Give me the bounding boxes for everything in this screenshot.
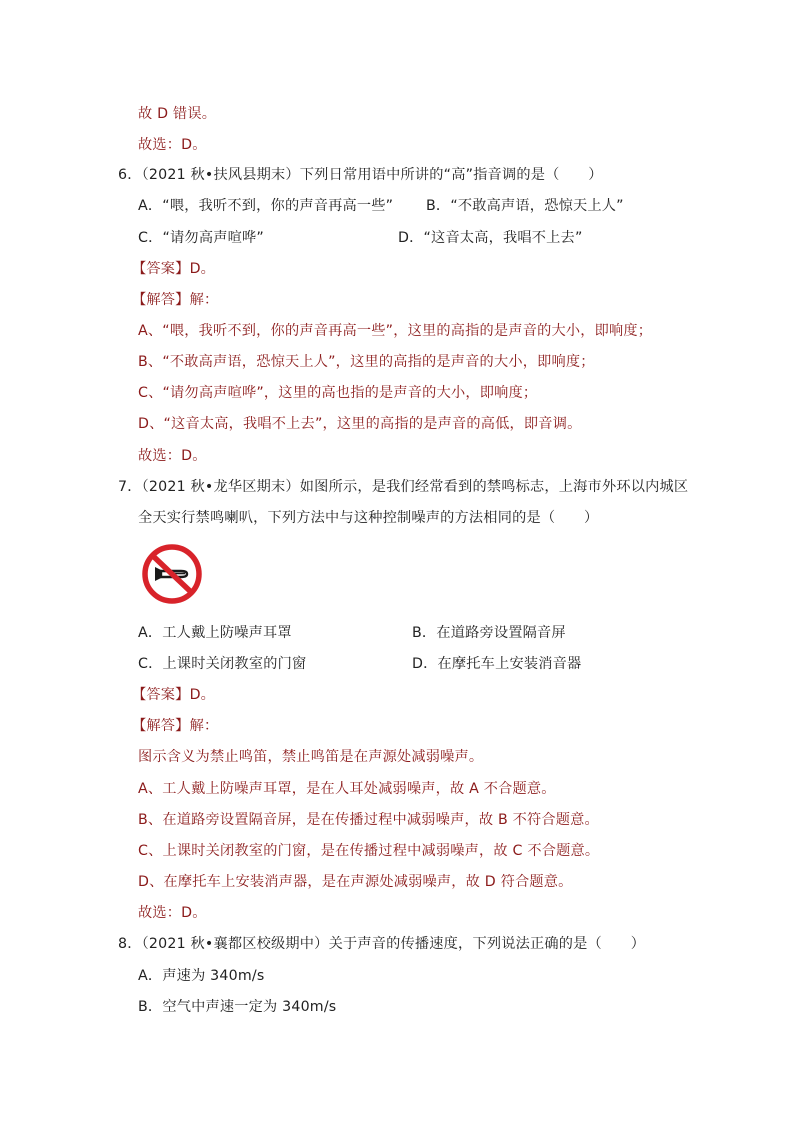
q8-stem: 8．（2021 秋•襄都区校级期中）关于声音的传播速度，下列说法正确的是（ ） <box>118 936 646 952</box>
q6-option-c: C．“请勿高声喧哗” <box>138 230 264 246</box>
answer-value: D。 <box>189 687 216 703</box>
q6-explain-a: A、“喂，我听不到，你的声音再高一些”，这里的高指的是声音的大小，即响度； <box>138 323 653 339</box>
q7-solution-heading <box>132 716 218 736</box>
q6-option-a: A．“喂，我听不到，你的声音再高一些” <box>138 198 394 214</box>
q7-answer <box>132 685 215 705</box>
q6-explain-c: C、“请勿高声喧哗”，这里的高也指的是声音的大小，即响度； <box>138 385 538 401</box>
q6-option-d: D．“这音太高，我唱不上去” <box>398 230 583 246</box>
answer-tag: 【答案】 <box>132 687 190 703</box>
q6-solution-heading <box>132 290 218 310</box>
selection-line: 故选：D。 <box>138 137 207 153</box>
answer-tag: 【答案】 <box>132 261 190 277</box>
q6-option-b: B．“不敢高声语，恐惊天上人” <box>426 198 624 214</box>
q6-explain-d: D、“这音太高，我唱不上去”，这里的高指的是声音的高低，即音调。 <box>138 416 582 432</box>
q7-stem-line2: 全天实行禁鸣喇叭，下列方法中与这种控制噪声的方法相同的是（ ） <box>138 510 599 526</box>
q6-selection: 故选：D。 <box>138 448 207 464</box>
q7-explain-d: D、在摩托车上安装消声器，是在声源处减弱噪声，故 D 符合题意。 <box>138 874 573 890</box>
answer-value: D。 <box>189 261 216 277</box>
q7-selection: 故选：D。 <box>138 905 207 921</box>
q6-explain-b: B、“不敢高声语，恐惊天上人”，这里的高指的是声音的大小，即响度； <box>138 354 595 370</box>
q8-option-a: A．声速为 340m/s <box>138 968 265 984</box>
q7-option-d: D．在摩托车上安装消音器 <box>412 656 582 672</box>
solution-tag: 【解答】 <box>132 292 190 308</box>
q6-answer <box>132 259 215 279</box>
q7-option-c: C．上课时关闭教室的门窗 <box>138 656 307 672</box>
solution-tag: 【解答】 <box>132 718 190 734</box>
q7-explain-c: C、上课时关闭教室的门窗，是在传播过程中减弱噪声，故 C 不合题意。 <box>138 843 600 859</box>
no-honking-sign-icon <box>141 543 203 605</box>
explanation-line: 故 D 错误。 <box>138 106 217 122</box>
q7-explain-b: B、在道路旁设置隔音屏，是在传播过程中减弱噪声，故 B 不符合题意。 <box>138 812 599 828</box>
q7-explain-a: A、工人戴上防噪声耳罩，是在人耳处减弱噪声，故 A 不合题意。 <box>138 781 556 797</box>
q7-option-a: A．工人戴上防噪声耳罩 <box>138 625 292 641</box>
solution-label: 解： <box>189 718 219 734</box>
q7-stem-line1: 7．（2021 秋•龙华区期末）如图所示，是我们经常看到的禁鸣标志，上海市外环以内城区 <box>118 479 689 495</box>
q6-stem: 6．（2021 秋•扶风县期末）下列日常用语中所讲的“高”指音调的是（ ） <box>118 167 603 183</box>
q7-option-b: B．在道路旁设置隔音屏 <box>412 625 566 641</box>
solution-label: 解： <box>189 292 219 308</box>
q8-option-b: B．空气中声速一定为 340m/s <box>138 999 337 1015</box>
q7-explain-intro: 图示含义为禁止鸣笛，禁止鸣笛是在声源处减弱噪声。 <box>138 749 484 765</box>
